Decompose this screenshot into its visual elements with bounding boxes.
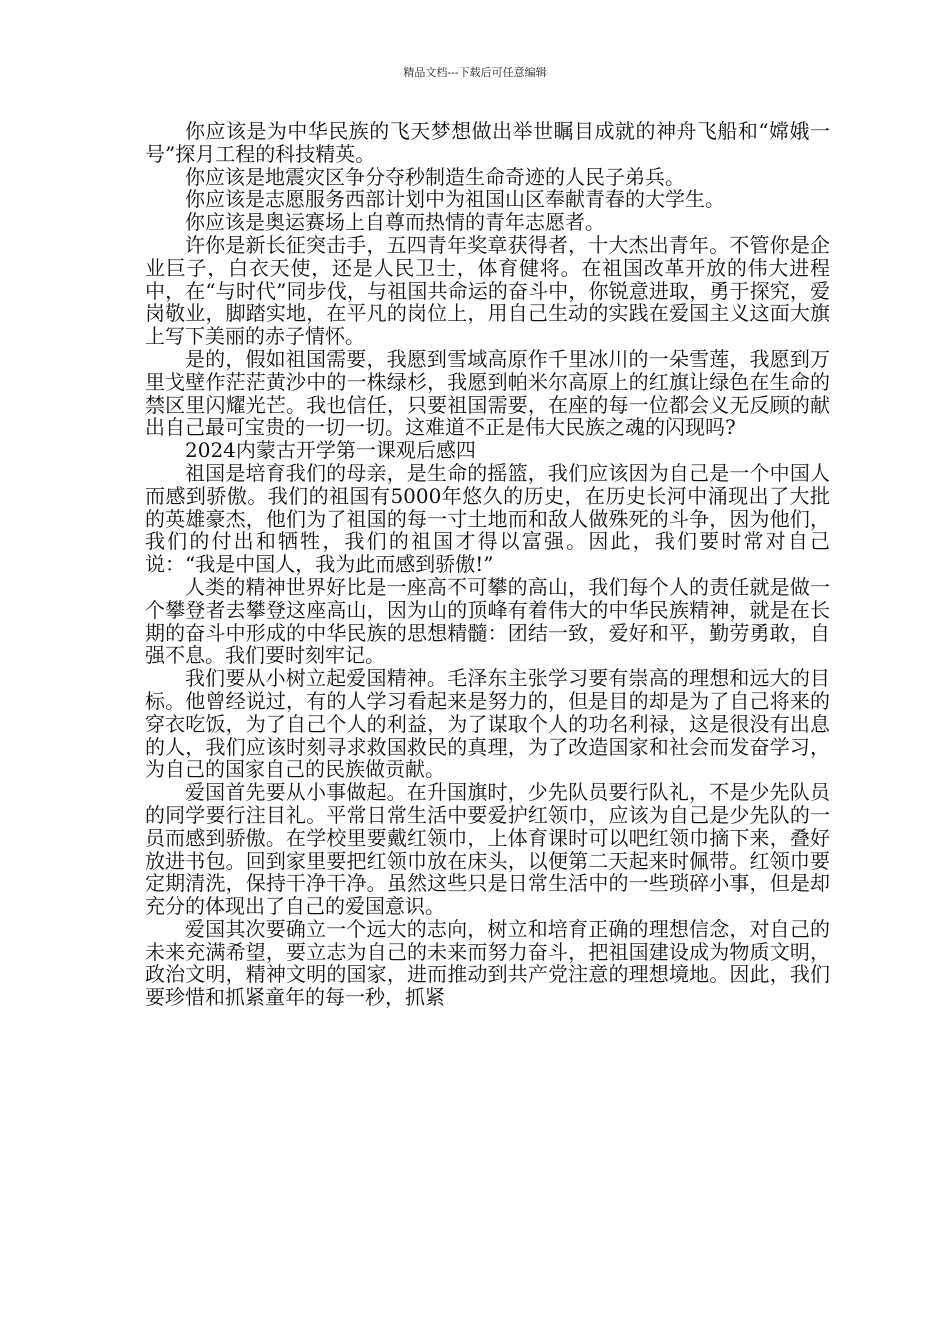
paragraph: 你应该是志愿服务西部计划中为祖国山区奉献青春的大学生。	[185, 187, 725, 212]
paragraph: 你应该是地震灾区争分夺秒制造生命奇迹的人民子弟兵。	[185, 164, 685, 189]
document-body	[145, 120, 830, 1009]
page-header: 精品文档---下载后可任意编辑	[403, 66, 547, 79]
paragraph: 我们要从小树立起爱国精神。毛泽东主张学习要有崇高的理想和远大的目标。他曾经说过，有的人学习看起来是努力的，但是目的却是为了自己将来的穿衣吃饭，为了自己个人的利益，为了谋取个人的功名利禄，这是很没有出息的人，我们应该时刻寻求救国救民的真理，为了改造国家和社会而发奋学习，为自己的国家自己的民族做贡献。	[145, 666, 830, 782]
paragraph: 是的，假如祖国需要，我愿到雪域高原作千里冰川的一朵雪莲，我愿到万里戈壁作茫茫黄沙中的一株绿杉，我愿到帕米尔高原上的红旗让绿色在生命的禁区里闪耀光芒。我也信任，只要祖国需要，在座的每一位都会义无反顾的献出自己最可宝贵的一切一切。这难道不正是伟大民族之魂的闪现吗?	[145, 346, 830, 440]
paragraph: 爱国其次要确立一个远大的志向，树立和培育正确的理想信念，对自己的未来充满希望，要立志为自己的未来而努力奋斗，把祖国建设成为物质文明，政治文明，精神文明的国家，进而推动到共产党注意的理想境地。因此，我们要珍惜和抓紧童年的每一秒，抓紧	[145, 916, 830, 1010]
paragraph: 人类的精神世界好比是一座高不可攀的高山，我们每个人的责任就是做一个攀登者去攀登这座高山，因为山的顶峰有着伟大的中华民族精神，就是在长期的奋斗中形成的中华民族的思想精髓：团结一致，爱好和平，勤劳勇敢，自强不息。我们要时刻牢记。	[145, 574, 830, 668]
paragraph: 许你是新长征突击手，五四青年奖章获得者，十大杰出青年。不管你是企业巨子，白衣天使，还是人民卫士，体育健将。在祖国改革开放的伟大进程中，在“与时代”同步伐，与祖国共命运的奋斗中，你锐意进取，勇于探究，爱岗敬业，脚踏实地，在平凡的岗位上，用自己生动的实践在爱国主义这面大旗上写下美丽的赤子情怀。	[145, 232, 830, 349]
paragraph: 祖国是培育我们的母亲，是生命的摇篮，我们应该因为自己是一个中国人而感到骄傲。我们的祖国有5000年悠久的历史，在历史长河中涌现出了大批的英雄豪杰，他们为了祖国的每一寸土地而和敌人做殊死的斗争，因为他们，我们的付出和牺牲，我们的祖国才得以富强。因此，我们要时常对自己说：“我是中国人，我为此而感到骄傲!”	[145, 460, 830, 577]
paragraph: 你应该是奥运赛场上自尊而热情的青年志愿者。	[185, 210, 605, 235]
section-heading: 2024内蒙古开学第一课观后感四	[185, 438, 476, 463]
paragraph: 你应该是为中华民族的飞天梦想做出举世瞩目成就的神舟飞船和“嫦娥一号”探月工程的科技精英。	[145, 119, 830, 166]
paragraph: 爱国首先要从小事做起。在升国旗时，少先队员要行队礼，不是少先队员的同学要行注目礼。平常日常生活中要爱护红领巾，应该为自己是少先队的一员而感到骄傲。在学校里要戴红领巾，上体育课时可以吧红领巾摘下来，叠好放进书包。回到家里要把红领巾放在床头，以便第二天起来时佩带。红领巾要定期清洗，保持干净干净。虽然这些只是日常生活中的一些琐碎小事，但是却充分的体现出了自己的爱国意识。	[145, 780, 830, 919]
